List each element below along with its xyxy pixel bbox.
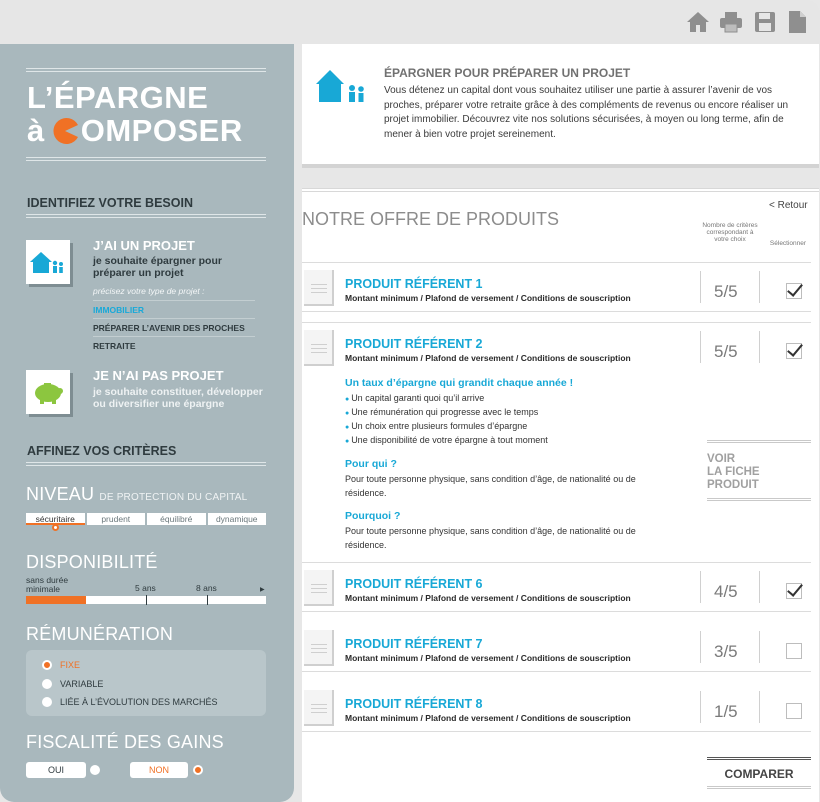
niveau-option-dynamique[interactable]: dynamique [208,513,267,525]
product-conditions: Montant minimum / Plafond de versement / Conditions de souscription [345,653,631,663]
radio-button[interactable] [42,697,52,707]
product-select-checkbox[interactable] [786,283,802,299]
pourquoi-title: Pourquoi ? [345,510,401,522]
remu-option-variable[interactable] [42,679,103,689]
pacman-logo-icon [51,117,79,145]
fiscalite-non-button[interactable]: NON [130,762,188,778]
divider [700,331,701,363]
products-title: NOTRE OFFRE DE PRODUITS [302,209,560,229]
projet-option-retraite[interactable]: RETRAITE [93,336,255,354]
radio-button[interactable] [42,679,52,689]
voir-line: VOIR [707,453,736,465]
product-detail-headline: Un taux d’épargne qui grandit chaque année ! [345,377,574,389]
disponibilite-slider-fill [26,596,86,604]
divider [26,217,266,218]
radio-button[interactable] [42,660,52,670]
fiscalite-label: FISCALITÉ DES GAINS [26,732,224,752]
projet-subtitle: je souhaite épargner pour préparer un projet [93,255,222,279]
product-score: 4/5 [714,582,738,601]
dispo-5ans-label: 5 ans [135,583,156,593]
section-title-criteres: AFFINEZ VOS CRITÈRES [27,444,177,458]
remu-option-label: FIXE [60,660,81,670]
product-select-checkbox[interactable] [786,583,802,599]
remu-option-label: VARIABLE [60,679,104,689]
pas-projet-tile[interactable] [26,370,70,414]
projet-option-immobilier[interactable]: IMMOBILIER [93,300,255,318]
pas-projet-title[interactable]: JE N’AI PAS PROJET [93,368,224,383]
product-name[interactable]: PRODUIT RÉFÉRENT 6 [345,577,483,591]
product-score: 1/5 [714,702,738,721]
product-select-checkbox[interactable] [786,643,802,659]
projet-tile[interactable] [26,240,70,284]
product-name[interactable]: PRODUIT RÉFÉRENT 2 [345,337,483,351]
divider [26,465,266,466]
product-name[interactable]: PRODUIT RÉFÉRENT 8 [345,697,483,711]
logo-subtitle [27,113,243,149]
niveau-selector [26,513,266,525]
home-icon[interactable] [686,10,710,34]
divider [759,271,760,303]
dispo-tick [207,595,208,605]
col-header-select: Sélectionner [769,240,807,247]
logo-title: L’ÉPARGNE [27,80,209,115]
product-detail-bullet: ● Un choix entre plusieurs formules d’épargne [345,421,527,431]
retour-link[interactable]: < Retour [769,200,808,211]
niveau-label-small: DE PROTECTION DU CAPITAL [99,492,248,503]
house-family-icon [26,240,70,284]
remu-option-marches[interactable] [42,697,218,707]
product-score: 5/5 [714,282,738,301]
niveau-option-equilibre[interactable]: équilibré [147,513,206,525]
project-banner [302,44,819,164]
voir-line: LA FICHE [707,466,760,478]
fiscalite-oui-radio[interactable] [90,765,100,775]
divider [700,631,701,663]
top-toolbar [0,0,820,44]
banner-text: Vous détenez un capital dont vous souhaitez utiliser une partie à assurer l’avenir de vos proches, préparer votre retraite grâce à des compléments de revenus ou encore réaliser un projet immobilier. Découvrez vite nos solutions sécurisées, à moyen ou long terme, afin de mener à bien votre projet sereinement. [384,85,789,140]
product-detail-bullet: ● Un capital garanti quoi qu’il arrive [345,393,484,403]
product-conditions: Montant minimum / Plafond de versement / Conditions de souscription [345,353,631,363]
product-score: 5/5 [714,342,738,361]
remu-option-label: LIÉE À L’ÉVOLUTION DES MARCHÉS [60,697,218,707]
product-select-checkbox[interactable] [786,703,802,719]
voir-fiche-produit-button[interactable] [707,440,811,501]
niveau-option-securitaire[interactable]: sécuritaire [26,513,85,525]
dispo-arrow-icon: ▶ [260,587,265,593]
pour-qui-text: Pour toute personne physique, sans condition d’âge, de nationalité ou de résidence. [345,474,636,498]
house-family-icon [314,66,374,106]
product-detail-bullet: ● Une disponibilité de votre épargne à tout moment [345,435,548,445]
product-detail-bullet: ● Une rémunération qui progresse avec le temps [345,407,538,417]
niveau-option-prudent[interactable]: prudent [87,513,146,525]
divider [26,71,266,72]
voir-line: PRODUIT [707,479,759,491]
fiscalite-non-radio[interactable] [193,765,203,775]
divider [759,571,760,603]
col-header-criteres: Nombre de critères correspondant à votre choix [702,222,758,243]
product-select-checkbox[interactable] [786,343,802,359]
banner-title: ÉPARGNER POUR PRÉPARER UN PROJET [384,66,631,80]
print-icon[interactable] [719,10,743,34]
product-conditions: Montant minimum / Plafond de versement / Conditions de souscription [345,713,631,723]
divider [700,571,701,603]
dispo-tick [146,595,147,605]
product-name[interactable]: PRODUIT RÉFÉRENT 1 [345,277,483,291]
divider [26,157,266,158]
logo-prefix: à [27,113,45,148]
divider [759,631,760,663]
disponibilite-label: DISPONIBILITÉ [26,552,158,572]
projet-hint: précisez votre type de projet : [93,286,205,296]
niveau-label-main: NIVEAU [26,484,95,504]
divider [759,691,760,723]
remu-option-fixe[interactable] [42,660,80,670]
section-title-besoin: IDENTIFIEZ VOTRE BESOIN [27,196,193,210]
document-icon [304,630,334,666]
fiscalite-oui-button[interactable]: OUI [26,762,86,778]
pourquoi-text: Pour toute personne physique, sans condition d’âge, de nationalité ou de résidence. [345,526,636,550]
divider [26,462,266,463]
document-icon [304,330,334,366]
pas-projet-subtitle: je souhaite constituer, développer ou diversifier une épargne [93,386,263,410]
document-icon [304,270,334,306]
niveau-label [26,484,247,505]
save-icon[interactable] [753,10,777,34]
dispo-min-label: sans durée minimale [26,575,69,594]
piggy-bank-icon [26,370,70,414]
logo-word: OMPOSER [80,113,243,148]
product-conditions: Montant minimum / Plafond de versement / Conditions de souscription [345,593,631,603]
niveau-slider-handle[interactable] [52,524,59,531]
product-name[interactable]: PRODUIT RÉFÉRENT 7 [345,637,483,651]
document-icon[interactable] [785,10,809,34]
document-icon [304,570,334,606]
document-icon [304,690,334,726]
product-score: 3/5 [714,642,738,661]
dispo-8ans-label: 8 ans [196,583,217,593]
divider [26,68,266,69]
remuneration-label: RÉMUNÉRATION [26,624,174,644]
divider [700,271,701,303]
divider [26,214,266,215]
product-conditions: Montant minimum / Plafond de versement / Conditions de souscription [345,293,631,303]
pour-qui-title: Pour qui ? [345,458,397,470]
divider [759,331,760,363]
divider [700,691,701,723]
divider [26,160,266,161]
comparer-button[interactable]: COMPARER [707,757,811,789]
projet-option-avenir[interactable]: PRÉPARER L’AVENIR DES PROCHES [93,318,255,336]
projet-title[interactable]: J’AI UN PROJET [93,238,195,253]
